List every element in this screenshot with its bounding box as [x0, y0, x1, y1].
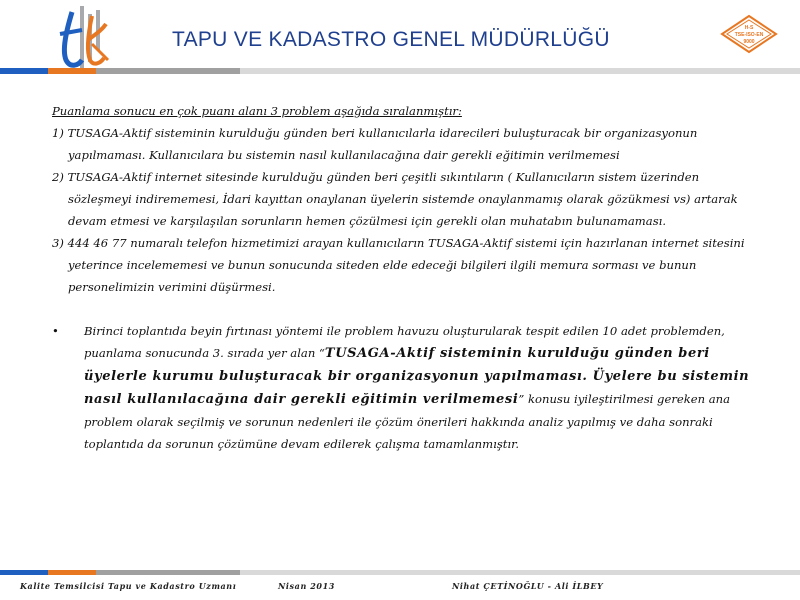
cert-line-3: 9000 [743, 39, 755, 45]
footer-left: Kalite Temsilcisi Tapu ve Kadastro Uzmanı [20, 581, 237, 591]
footer-date: Nisan 2013 [278, 581, 335, 591]
bullet-text-bold: TUSAGA-Aktif sisteminin kurulduğu günden beri üyelerle kurumu buluşturacak bir organizasyonun yapılmaması. Üyelere bu sistemin nasıl kullanılacağına dair gerekli eğitimin verilmemesi [84, 346, 750, 407]
footer-divider [0, 570, 800, 575]
slide-body [52, 100, 764, 455]
cert-line-2: TSE-ISO-EN [734, 32, 764, 38]
tk-logo-icon [52, 4, 112, 72]
page-title: TAPU VE KADASTRO GENEL MÜDÜRLÜĞÜ [172, 28, 610, 51]
intro-text: Puanlama sonucu en çok puanı alanı 3 problem aşağıda sıralanmıştır: [52, 104, 462, 118]
summary-bullet [52, 320, 764, 455]
slide-header [0, 0, 800, 76]
cert-line-1: H-S [744, 25, 754, 31]
bullet-marker: • [52, 324, 59, 338]
footer-authors: Nihat ÇETİNOĞLU - Ali İLBEY [452, 581, 604, 591]
cert-badge-icon [720, 14, 778, 54]
problem-item-2: 2) TUSAGA-Aktif internet sitesinde kurulduğu günden beri çeşitli sıkıntıların ( Kullanıcıların sistem üzerinden sözleşmeyi indirememesi, İdari kayıttan onaylanan üyelerin sistemde onaylanmamış olarak gözükmesi vs) artarak devam etmesi ve karşılaşılan sorunların hemen çözülmesi için gerekli olan muhatabın bulunamaması. [52, 170, 738, 228]
header-divider [0, 68, 800, 74]
bullet-text-after: ” konusu iyileştirilmesi gereken ana problem olarak seçilmiş ve sorunun nedenleri ile çözüm önerileri hakkında analiz yapılmış ve daha sonraki toplantıda da sorunun çözümüne devam edilerek çalışma tamamlanmıştır. [84, 392, 731, 451]
problem-item-3: 3) 444 46 77 numaralı telefon hizmetimizi arayan kullanıcıların TUSAGA-Aktif sistemi için hazırlanan internet sitesini yeterince incelememesi ve bunun sonucunda siteden elde edeceği bilgileri ilgili memura sorması ve bunun personelimizin verimini düşürmesi. [52, 236, 745, 294]
bullet-text-before: Birinci toplantıda beyin fırtınası yöntemi ile problem havuzu oluşturularak tespit edilen 10 adet problemden, puanlama sonucunda 3. sırada yer alan “ [84, 324, 725, 360]
problem-item-1: 1) TUSAGA-Aktif sisteminin kurulduğu günden beri kullanıcılarla idarecileri buluşturacak bir organizasyonun yapılmaması. Kullanıcılara bu sistemin nasıl kullanılacağına dair gerekli eğitimin verilmemesi [52, 126, 698, 162]
